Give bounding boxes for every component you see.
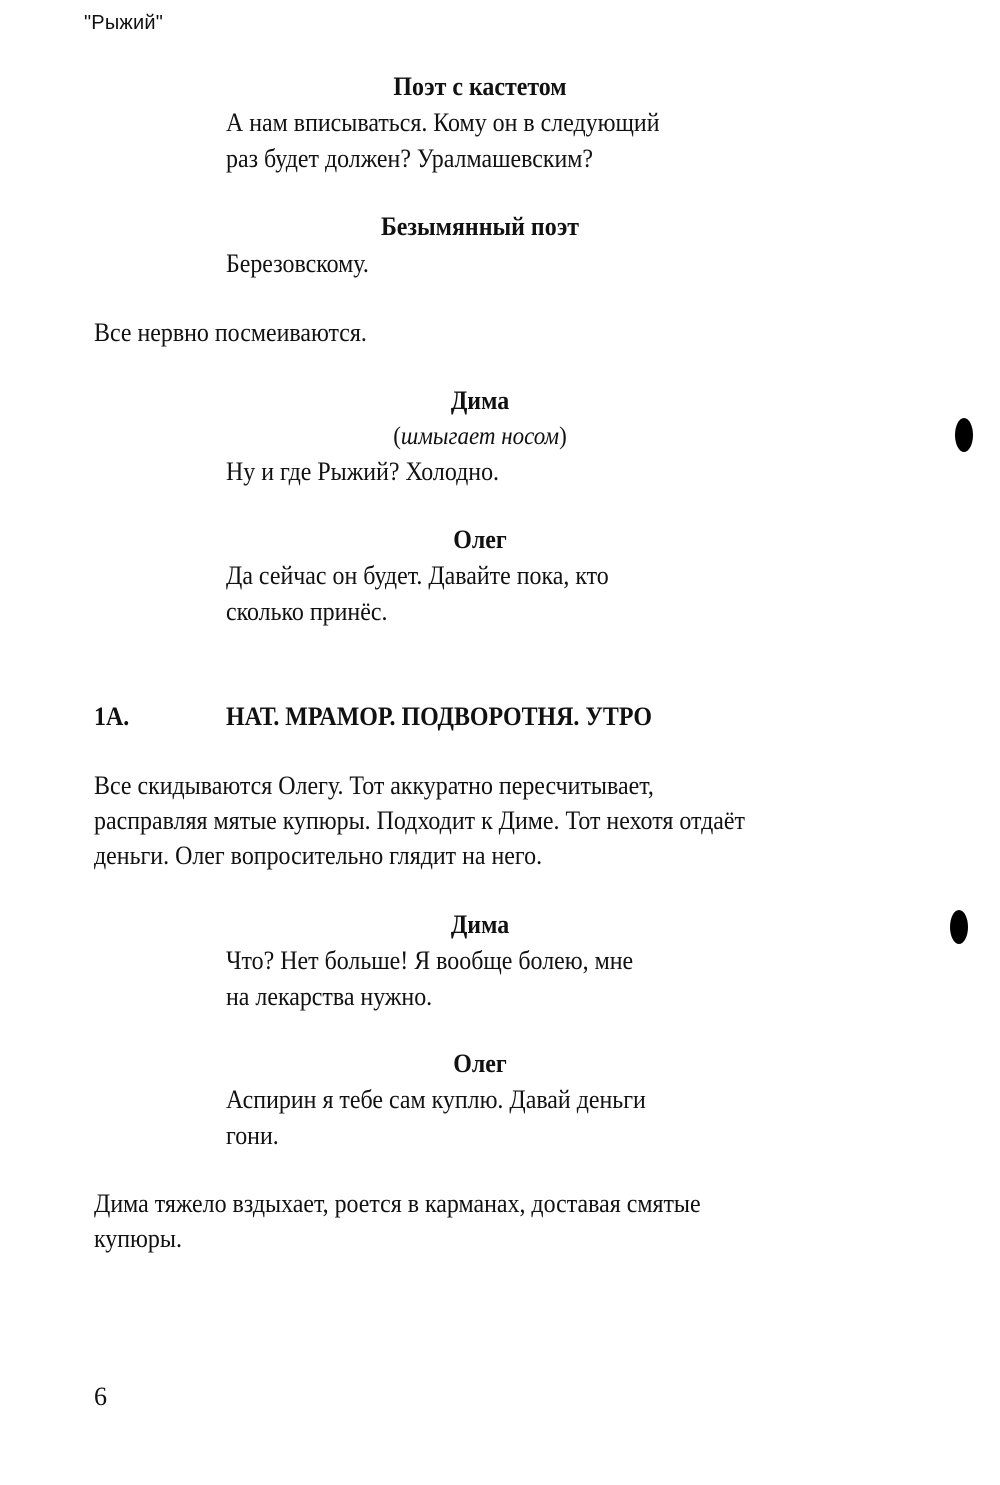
dialogue xyxy=(226,246,741,282)
action-line: расправляя мятые купюры. Подходит к Диме. Тот нехотя отдаёт xyxy=(94,806,745,835)
dialogue-line: Что? Нет больше! Я вообще болею, мне xyxy=(226,946,634,975)
dialogue xyxy=(226,558,741,630)
action-line: Дима тяжело вздыхает, роется в карманах, доставая смятые xyxy=(94,1189,701,1218)
character-name: Дима xyxy=(450,386,510,415)
action-paragraph xyxy=(94,1186,885,1256)
page-number: 6 xyxy=(94,1382,107,1411)
action-line: купюры. xyxy=(94,1224,182,1253)
dialogue-line: на лекарства нужно. xyxy=(226,982,433,1011)
dialogue xyxy=(226,943,741,1015)
parenthetical-text: шмыгает носом xyxy=(400,423,560,450)
dialogue xyxy=(226,454,741,490)
character-name: Олег xyxy=(453,1049,507,1078)
binder-hole-mark xyxy=(955,418,973,452)
paren-open: ( xyxy=(393,423,401,450)
character-name: Дима xyxy=(450,910,510,939)
dialogue-line: Аспирин я тебе сам куплю. Давай деньги xyxy=(226,1085,646,1114)
scene-heading: НАТ. МРАМОР. ПОДВОРОТНЯ. УТРО xyxy=(226,702,652,731)
action-line: деньги. Олег вопросительно глядит на него. xyxy=(94,841,543,870)
dialogue-line: Ну и где Рыжий? Холодно. xyxy=(226,457,500,486)
dialogue-line: гони. xyxy=(226,1121,279,1150)
dialogue-line: раз будет должен? Уралмашевским? xyxy=(226,144,594,173)
character-name: Безымянный поэт xyxy=(380,212,580,241)
running-header: "Рыжий" xyxy=(84,12,164,34)
action-line: Все нервно посмеиваются. xyxy=(94,318,367,347)
character-name: Олег xyxy=(453,525,507,554)
character-name: Поэт с кастетом xyxy=(393,72,567,101)
dialogue xyxy=(226,105,741,177)
dialogue-line: А нам вписываться. Кому он в следующий xyxy=(226,108,660,137)
action-line: Все скидываются Олегу. Тот аккуратно пересчитывает, xyxy=(94,771,654,800)
dialogue xyxy=(226,1082,741,1154)
dialogue-line: Да сейчас он будет. Давайте пока, кто xyxy=(226,561,609,590)
dialogue-line: сколько принёс. xyxy=(226,597,388,626)
dialogue-line: Березовскому. xyxy=(226,249,369,278)
binder-hole-mark xyxy=(950,910,968,944)
scene-number: 1А. xyxy=(94,702,130,731)
paren-close: ) xyxy=(559,423,567,450)
parenthetical xyxy=(250,420,710,454)
action-paragraph xyxy=(94,768,885,873)
